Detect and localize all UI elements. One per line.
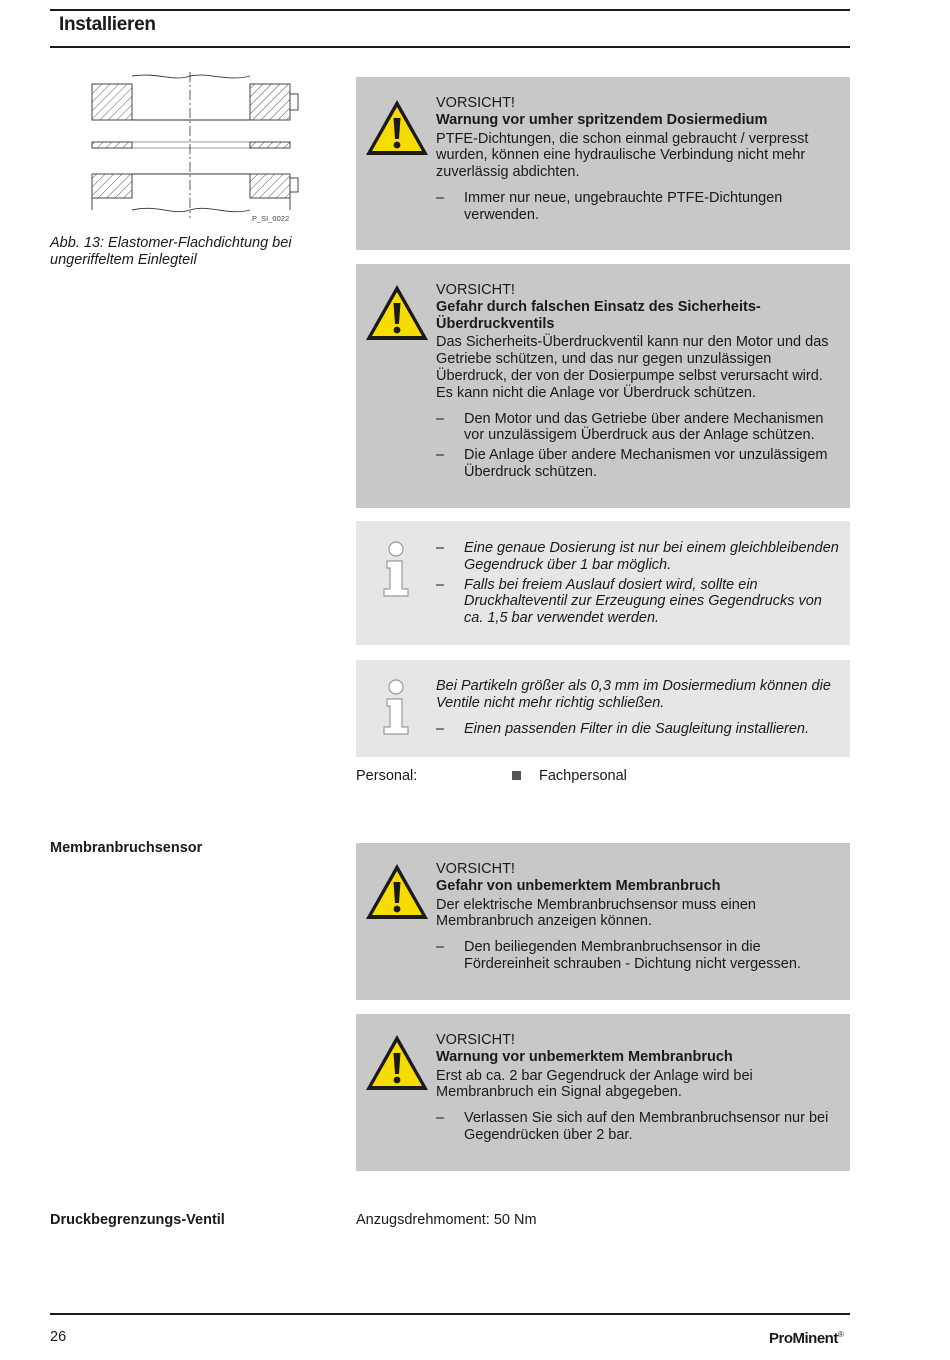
list-item: – Den Motor und das Getriebe über andere Mechanismen vor unzulässigem Überdruck aus der Anlage schützen. xyxy=(436,410,824,444)
header-rule-bottom xyxy=(50,46,850,48)
notice-text: Der elektrische Membranbruchsensor muss einen Membranbruch anzeigen können. xyxy=(436,896,756,930)
page-title: Installieren xyxy=(59,14,156,35)
info-notice xyxy=(356,521,850,645)
warning-triangle-icon xyxy=(364,1032,430,1094)
brand-logo: ProMinent® xyxy=(769,1330,844,1347)
square-bullet-icon xyxy=(512,771,521,780)
warning-triangle-icon xyxy=(364,282,430,344)
list-item: – Immer nur neue, ungebrauchte PTFE-Dichtungen verwenden. xyxy=(436,189,783,223)
torque-value: Anzugsdrehmoment: 50 Nm xyxy=(356,1212,537,1228)
personnel-value: Fachpersonal xyxy=(539,768,627,784)
warning-triangle-icon xyxy=(364,97,430,159)
warning-notice xyxy=(356,77,850,250)
warning-notice xyxy=(356,264,850,508)
info-icon xyxy=(380,541,414,599)
list-item: – Eine genaue Dosierung ist nur bei einem gleichbleibenden Gegendruck über 1 bar möglich. xyxy=(436,540,839,573)
header-rule-top xyxy=(50,9,850,11)
section-label-membrane: Membranbruchsensor xyxy=(50,840,203,856)
notice-text: Bei Partikeln größer als 0,3 mm im Dosiermedium können die Ventile nicht mehr richtig schließen. xyxy=(436,678,831,711)
page-number: 26 xyxy=(50,1329,67,1345)
signal-word: VORSICHT! xyxy=(436,95,515,111)
notice-text: Das Sicherheits-Überdruckventil kann nur den Motor und das Getriebe schützen, und das nur gegen unzulässigen Überdruck, der von der Dosierpumpe selbst verursacht wird. Es kann nicht die Anlage vor Überdruck schützen. xyxy=(436,334,829,401)
warning-triangle-icon xyxy=(364,861,430,923)
info-icon xyxy=(380,679,414,737)
notice-headline: Warnung vor umher spritzendem Dosiermedium xyxy=(436,111,768,128)
notice-text: Erst ab ca. 2 bar Gegendruck der Anlage wird bei Membranbruch ein Signal abgegeben. xyxy=(436,1067,753,1101)
list-item: – Die Anlage über andere Mechanismen vor unzulässigem Überdruck schützen. xyxy=(436,447,828,480)
list-item: – Verlassen Sie sich auf den Membranbruchsensor nur bei Gegendrücken über 2 bar. xyxy=(436,1110,829,1143)
list-item: – Falls bei freiem Auslauf dosiert wird, sollte ein Druckhalteventil zur Erzeugung eines Gegendrucks von ca. 1,5 bar verwendet werden. xyxy=(436,576,822,627)
warning-notice xyxy=(356,843,850,1000)
list-item: – Den beiliegenden Membranbruchsensor in die Fördereinheit schrauben - Dichtung nicht vergessen. xyxy=(436,939,801,972)
notice-headline: Gefahr von unbemerktem Membranbruch xyxy=(436,877,721,894)
flat-gasket-drawing xyxy=(88,72,303,230)
personnel-label: Personal: xyxy=(356,768,418,784)
notice-headline: Gefahr durch falschen Einsatz des Sicherheits-Überdruckventils xyxy=(436,298,761,332)
signal-word: VORSICHT! xyxy=(436,861,515,877)
figure-caption: Abb. 13: Elastomer-Flachdichtung bei ungeriffeltem Einlegteil xyxy=(50,235,292,268)
footer-rule xyxy=(50,1313,850,1315)
notice-text: PTFE-Dichtungen, die schon einmal gebraucht / verpresst wurden, können eine hydraulische Verbindung nicht mehr zuverlässig abdichten. xyxy=(436,130,809,181)
figure-label: P_SI_0022 xyxy=(252,214,290,223)
notice-headline: Warnung vor unbemerktem Membranbruch xyxy=(436,1048,733,1065)
signal-word: VORSICHT! xyxy=(436,1032,515,1048)
list-item: – Einen passenden Filter in die Saugleitung installieren. xyxy=(436,720,809,737)
warning-notice xyxy=(356,1014,850,1171)
signal-word: VORSICHT! xyxy=(436,282,515,298)
info-notice xyxy=(356,660,850,757)
section-label-pressure-valve: Druckbegrenzungs-Ventil xyxy=(50,1212,225,1228)
